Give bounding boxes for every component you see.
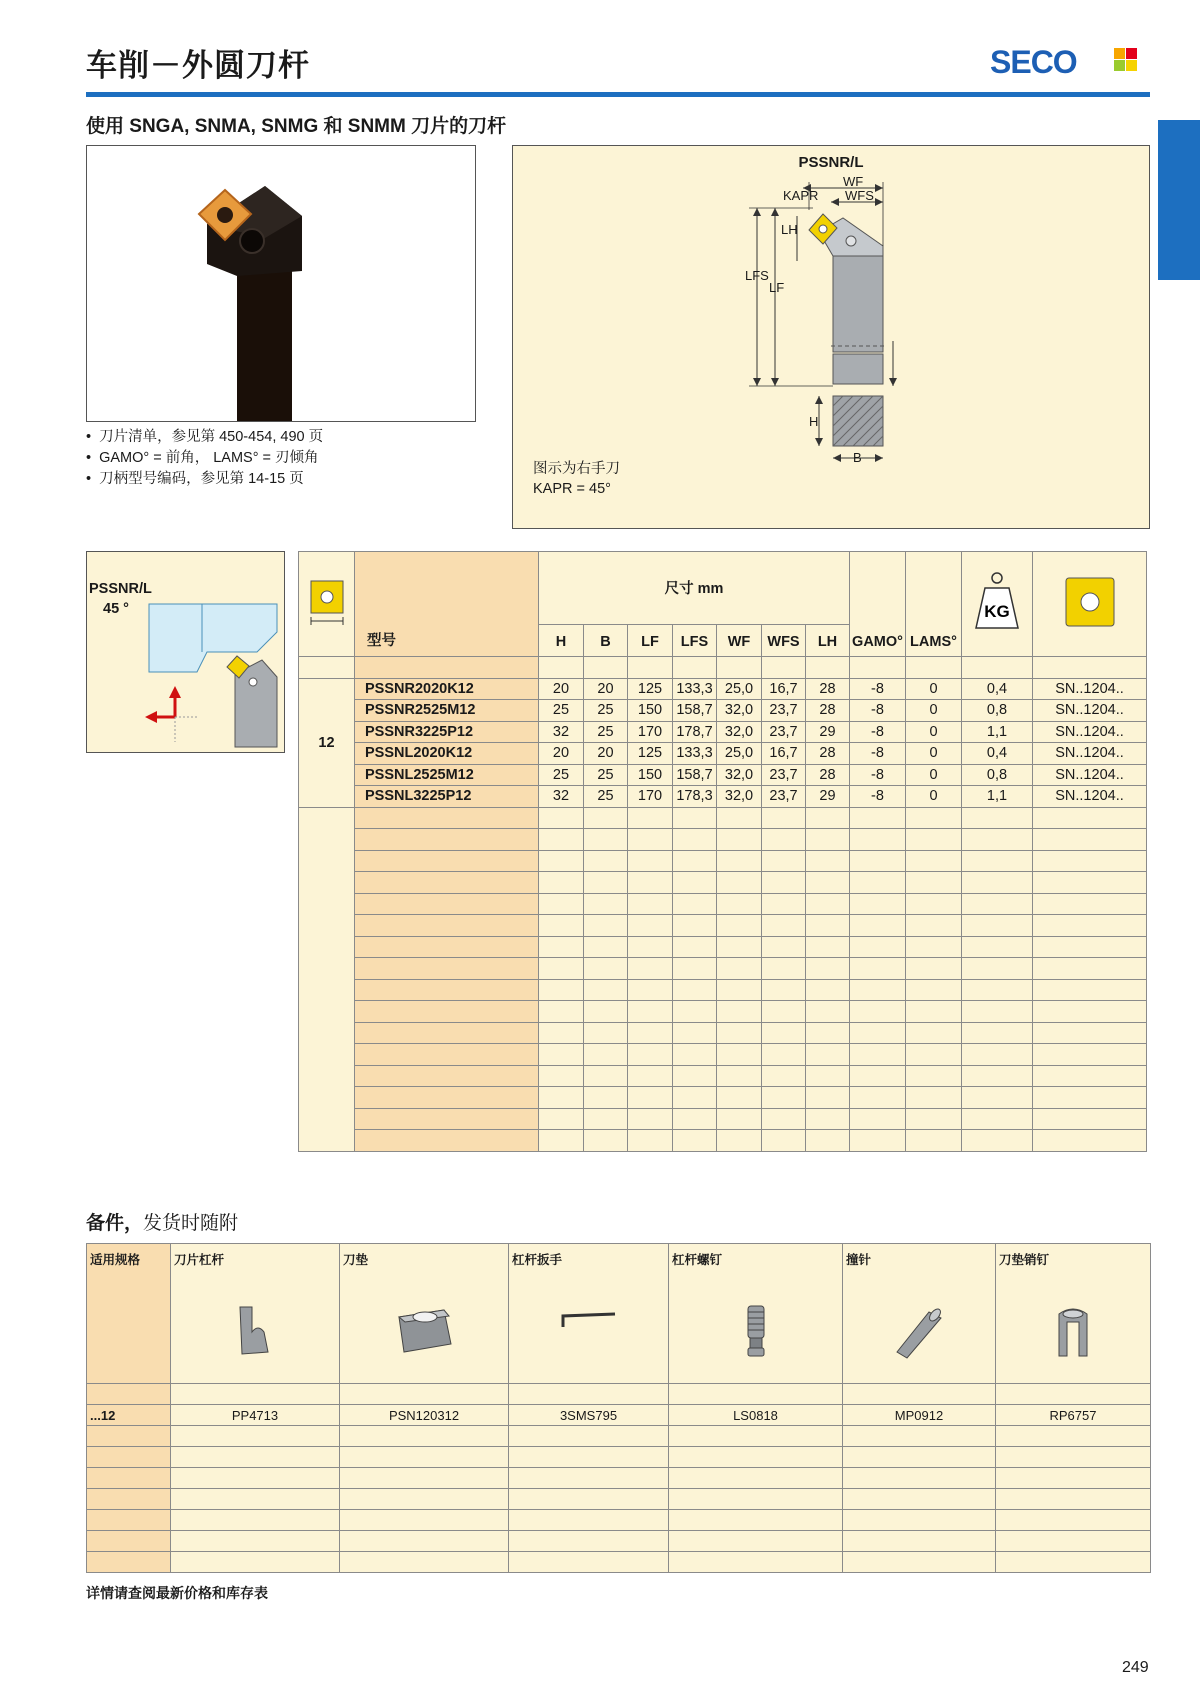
shim-icon (389, 1302, 459, 1362)
empty-row (299, 1022, 1147, 1044)
empty-row (299, 979, 1147, 1001)
cell: -8 (850, 764, 906, 786)
acc-pin: MP0912 (843, 1405, 996, 1426)
table-row (299, 764, 1147, 786)
cell: 178,3 (673, 786, 717, 808)
cell: 0 (906, 764, 962, 786)
cell: 32,0 (717, 786, 762, 808)
cell: 0 (906, 721, 962, 743)
model-cell: PSSNR2020K12 (355, 678, 539, 700)
caption-line: KAPR = 45° (533, 481, 611, 497)
cell: -8 (850, 721, 906, 743)
empty-row (299, 936, 1147, 958)
footer-note: 详情请查阅最新价格和库存表 (86, 1585, 268, 1601)
empty-row (299, 1108, 1147, 1130)
cell: 25,0 (717, 743, 762, 765)
acc-header-wrench (509, 1244, 669, 1384)
cell: 0 (906, 786, 962, 808)
cell: 25 (539, 764, 584, 786)
acc-header-label: 刀垫 (343, 1253, 369, 1267)
model-cell: PSSNL2020K12 (355, 743, 539, 765)
model-header: 型号 (355, 552, 539, 657)
col-gamo: GAMO° (850, 552, 906, 657)
acc-empty-row (87, 1426, 1151, 1447)
empty-row (299, 872, 1147, 894)
col-lh: LH (806, 624, 850, 656)
cell: SN..1204.. (1033, 700, 1147, 722)
diagram-caption (533, 459, 620, 499)
cell: 150 (628, 700, 673, 722)
note-item: • 刀片清单，参见第 450-454, 490 页 (86, 427, 323, 448)
pin-icon (889, 1302, 949, 1362)
cell: 16,7 (762, 743, 806, 765)
cell: 28 (806, 764, 850, 786)
cell: SN..1204.. (1033, 678, 1147, 700)
cell: -8 (850, 786, 906, 808)
empty-row (299, 915, 1147, 937)
cell: 150 (628, 764, 673, 786)
cell: 0,4 (962, 678, 1033, 700)
acc-size: ...12 (87, 1405, 171, 1426)
cell: 0 (906, 678, 962, 700)
note-item: • GAMO° = 前角， LAMS° = 刃倾角 (86, 448, 323, 469)
acc-header-label: 杠杆螺钉 (672, 1253, 723, 1267)
cell: 23,7 (762, 721, 806, 743)
cell: 32 (539, 721, 584, 743)
cell: 133,3 (673, 678, 717, 700)
label-b: B (853, 450, 862, 465)
acc-empty-row (87, 1531, 1151, 1552)
acc-screw: LS0818 (669, 1405, 843, 1426)
acc-header-label: 杠杆扳手 (512, 1253, 563, 1267)
acc-shim-pin: RP6757 (996, 1405, 1151, 1426)
cell: -8 (850, 700, 906, 722)
cell: 23,7 (762, 700, 806, 722)
table-row (299, 786, 1147, 808)
page-number: 249 (1122, 1659, 1149, 1676)
empty-row (299, 1065, 1147, 1087)
cell: SN..1204.. (1033, 786, 1147, 808)
model-cell: PSSNR2525M12 (355, 700, 539, 722)
cell: 158,7 (673, 764, 717, 786)
cell: 25 (584, 700, 628, 722)
cell: 28 (806, 743, 850, 765)
cell: 20 (539, 743, 584, 765)
cell: SN..1204.. (1033, 764, 1147, 786)
model-cell: PSSNL2525M12 (355, 764, 539, 786)
shim-pin-icon (1053, 1302, 1093, 1362)
cell: 1,1 (962, 786, 1033, 808)
cell: 29 (806, 786, 850, 808)
empty-row (299, 850, 1147, 872)
acc-empty-row (87, 1489, 1151, 1510)
empty-row (299, 1087, 1147, 1109)
acc-header-lever (171, 1244, 340, 1384)
acc-row (87, 1405, 1151, 1426)
cell: 32,0 (717, 721, 762, 743)
header-rule (86, 92, 1150, 97)
acc-header-label: 刀片杠杆 (174, 1253, 225, 1267)
acc-empty-row (87, 1552, 1151, 1573)
diagram-title: PSSNR/L (798, 154, 864, 171)
acc-header-screw (669, 1244, 843, 1384)
note-item: • 刀柄型号编码，参见第 14-15 页 (86, 469, 323, 490)
weight-icon (962, 552, 1033, 657)
cell: 16,7 (762, 678, 806, 700)
empty-row (299, 1001, 1147, 1023)
approach-angle: 45 ° (103, 601, 129, 617)
acc-empty-rows (87, 1426, 1151, 1573)
empty-rows (299, 807, 1147, 1151)
col-lfs: LFS (673, 624, 717, 656)
cell: 32 (539, 786, 584, 808)
col-h: H (539, 624, 584, 656)
empty-row (299, 807, 1147, 829)
accessories-title-rest: 发货时随附 (143, 1213, 239, 1234)
col-lf: LF (628, 624, 673, 656)
label-lh: LH (781, 222, 798, 237)
acc-header-shim (340, 1244, 509, 1384)
seco-logo (990, 44, 1150, 80)
acc-empty-row (87, 1510, 1151, 1531)
cell: -8 (850, 678, 906, 700)
logo-text: SECO (990, 44, 1077, 80)
wrench-icon (559, 1302, 619, 1342)
dimension-diagram (512, 145, 1150, 529)
approach-diagram (86, 551, 285, 753)
dimension-header: 尺寸 mm (539, 552, 850, 625)
cell: 0,8 (962, 700, 1033, 722)
cell: 23,7 (762, 764, 806, 786)
spec-table (298, 551, 1147, 1152)
acc-header-pin (843, 1244, 996, 1384)
acc-header-size: 适用规格 (87, 1244, 171, 1384)
page-subtitle: 使用 SNGA, SNMA, SNMG 和 SNMM 刀片的刀杆 (86, 116, 507, 137)
cell: 28 (806, 700, 850, 722)
acc-shim: PSN120312 (340, 1405, 509, 1426)
accessories-title-bold: 备件， (86, 1213, 144, 1234)
accessories-table (86, 1243, 1151, 1573)
table-row (299, 678, 1147, 700)
cell: SN..1204.. (1033, 743, 1147, 765)
insert-size-icon (299, 552, 355, 657)
col-b: B (584, 624, 628, 656)
cell: 0,8 (962, 764, 1033, 786)
caption-line: 图示为右手刀 (533, 461, 620, 477)
cell: 25 (584, 786, 628, 808)
label-kapr: KAPR (783, 188, 819, 203)
cell: 170 (628, 786, 673, 808)
cell: 20 (584, 743, 628, 765)
cell: 32,0 (717, 764, 762, 786)
insert-icon (1033, 552, 1147, 657)
cell: 125 (628, 743, 673, 765)
cell: 133,3 (673, 743, 717, 765)
lever-icon (230, 1302, 280, 1362)
acc-lever: PP4713 (171, 1405, 340, 1426)
acc-header-label: 撞针 (846, 1253, 872, 1267)
col-wf: WF (717, 624, 762, 656)
section-tab (1158, 120, 1200, 280)
notes-list (86, 427, 323, 490)
label-h: H (809, 414, 819, 429)
empty-row (299, 958, 1147, 980)
acc-empty-row (87, 1447, 1151, 1468)
cell: 0 (906, 700, 962, 722)
cell: 29 (806, 721, 850, 743)
label-wfs: WFS (845, 188, 874, 203)
label-lfs: LFS (745, 268, 769, 283)
kg-text: KG (984, 602, 1010, 621)
cell: 25,0 (717, 678, 762, 700)
cell: 25 (539, 700, 584, 722)
cell: 20 (539, 678, 584, 700)
accessories-title (86, 1208, 238, 1235)
cell: 25 (584, 721, 628, 743)
cell: -8 (850, 743, 906, 765)
cell: 25 (584, 764, 628, 786)
col-lams: LAMS° (906, 552, 962, 657)
acc-empty-row (87, 1468, 1151, 1489)
cell: 170 (628, 721, 673, 743)
table-row (299, 721, 1147, 743)
label-lf: LF (769, 280, 785, 295)
tool-photo (86, 145, 476, 422)
empty-row (299, 1044, 1147, 1066)
empty-row (299, 829, 1147, 851)
cell: 23,7 (762, 786, 806, 808)
cell: 158,7 (673, 700, 717, 722)
acc-header-shim-pin (996, 1244, 1151, 1384)
empty-row (299, 1130, 1147, 1152)
group-size: 12 (299, 678, 355, 807)
acc-header-label: 刀垫销钉 (999, 1253, 1050, 1267)
col-wfs: WFS (762, 624, 806, 656)
cell: 0 (906, 743, 962, 765)
table-row (299, 700, 1147, 722)
cell: 178,7 (673, 721, 717, 743)
cell: 1,1 (962, 721, 1033, 743)
table-row (299, 743, 1147, 765)
label-wf: WF (843, 174, 864, 189)
cell: 125 (628, 678, 673, 700)
acc-wrench: 3SMS795 (509, 1405, 669, 1426)
model-cell: PSSNL3225P12 (355, 786, 539, 808)
cell: 20 (584, 678, 628, 700)
empty-row (299, 893, 1147, 915)
cell: 32,0 (717, 700, 762, 722)
cell: 0,4 (962, 743, 1033, 765)
page-title: 车削－外圆刀杆 (86, 48, 310, 83)
screw-icon (741, 1302, 771, 1362)
cell: SN..1204.. (1033, 721, 1147, 743)
cell: 28 (806, 678, 850, 700)
approach-title-text: PSSNR/L (89, 581, 152, 597)
model-cell: PSSNR3225P12 (355, 721, 539, 743)
